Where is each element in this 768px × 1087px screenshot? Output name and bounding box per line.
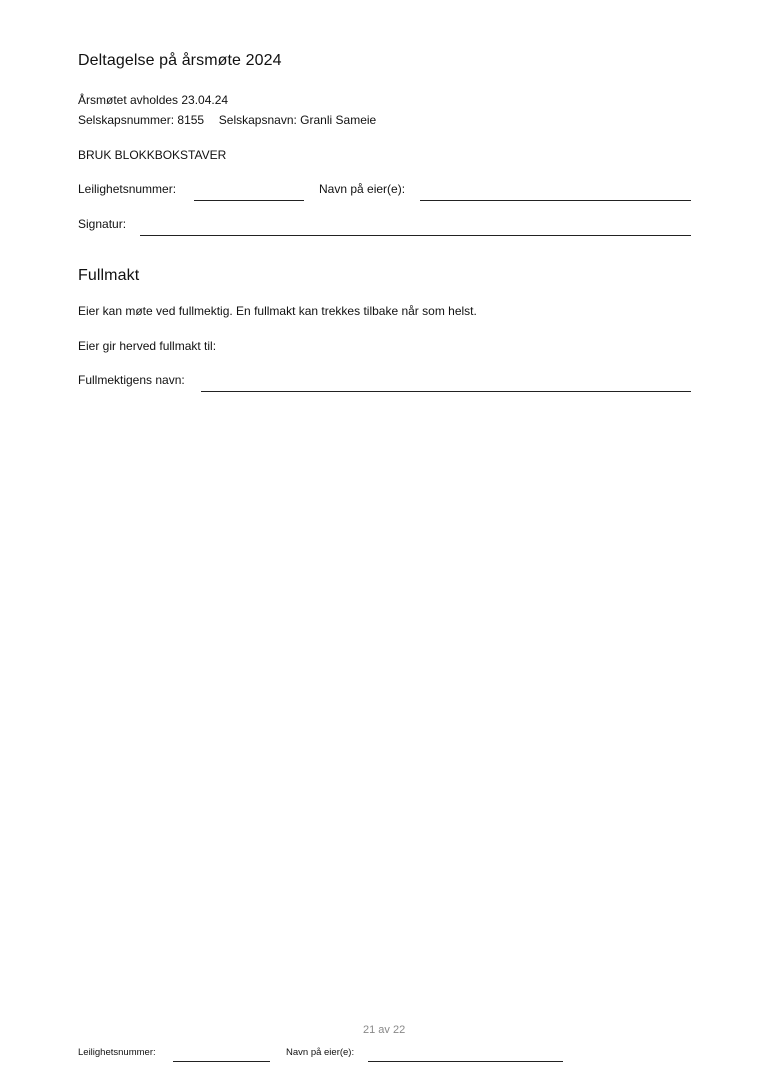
footer-apartment-label: Leilighetsnummer: xyxy=(78,1047,156,1058)
proxy-name-label: Fullmektigens navn: xyxy=(78,373,185,387)
footer-apartment-underline xyxy=(173,1061,270,1062)
owner-name-label: Navn på eier(e): xyxy=(319,182,406,196)
owner-name-field[interactable] xyxy=(420,182,691,198)
company-number-value: 8155 xyxy=(177,113,205,127)
footer-owner-label: Navn på eier(e): xyxy=(286,1047,355,1058)
signature-label: Signatur: xyxy=(78,217,127,231)
block-letters-note: BRUK BLOKKBOKSTAVER xyxy=(78,148,227,162)
footer-apartment-field[interactable] xyxy=(173,1045,270,1059)
proxy-name-underline xyxy=(201,391,691,392)
owner-name-underline xyxy=(420,200,691,201)
apartment-number-field[interactable] xyxy=(194,182,304,198)
footer-owner-underline xyxy=(368,1061,563,1062)
page-indicator: 21 av 22 xyxy=(363,1024,406,1036)
footer-owner-field[interactable] xyxy=(368,1045,563,1059)
proxy-grant-text: Eier gir herved fullmakt til: xyxy=(78,339,217,353)
company-name-value: Granli Sameie xyxy=(300,113,377,127)
meeting-date-text: Årsmøtet avholdes 23.04.24 xyxy=(78,93,229,107)
proxy-info-text: Eier kan møte ved fullmektig. En fullmakt kan trekkes tilbake når som helst. xyxy=(78,304,477,318)
signature-underline xyxy=(140,235,691,236)
page-title: Deltagelse på årsmøte 2024 xyxy=(78,52,282,69)
apartment-number-label: Leilighetsnummer: xyxy=(78,182,177,196)
company-number-label: Selskapsnummer: xyxy=(78,113,175,127)
proxy-heading: Fullmakt xyxy=(78,267,140,284)
signature-field[interactable] xyxy=(140,217,691,233)
proxy-name-field[interactable] xyxy=(201,373,691,389)
company-name-label: Selskapsnavn: xyxy=(218,113,297,127)
company-info xyxy=(78,113,376,127)
apartment-number-underline xyxy=(194,200,304,201)
